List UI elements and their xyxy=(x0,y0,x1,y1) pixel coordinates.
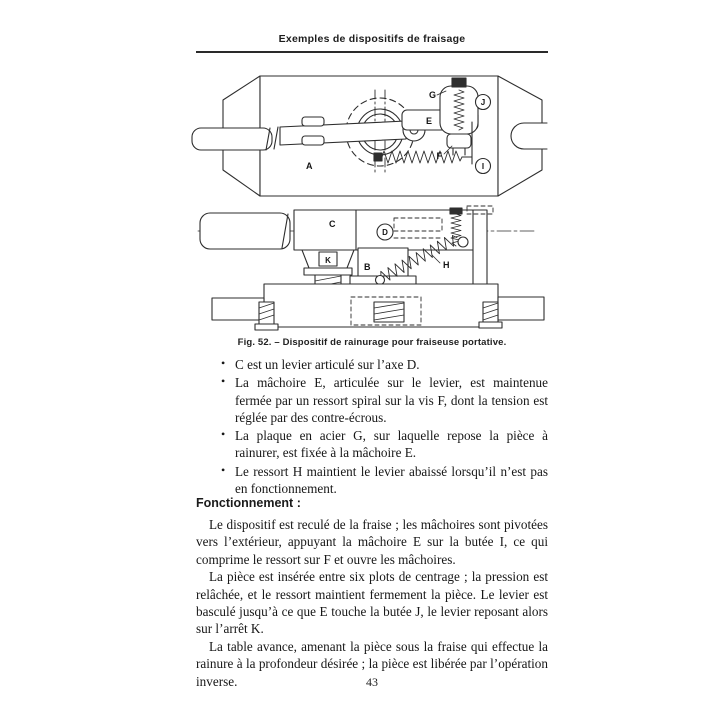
section-heading: Fonctionnement : xyxy=(196,496,301,510)
bullet-text: Le ressort H maintient le levier abaissé lorsqu’il n’est pas en fonctionnement. xyxy=(235,463,548,497)
label-d: D xyxy=(382,228,388,237)
running-head: Exemples de dispositifs de fraisage xyxy=(278,33,466,45)
handle-bar xyxy=(192,128,272,150)
label-f: F xyxy=(436,151,442,161)
paragraph: La pièce est insérée entre six plots de centrage ; la pression est relâchée, et le ressort maintient fermement la pièce. Le levier est basculé jusqu’à ce que E touche la butée J, le levier reposant alors sur l’arrêt K. xyxy=(196,569,548,637)
bullet-marker: • xyxy=(221,356,226,370)
fork-slot xyxy=(511,123,547,149)
label-c: C xyxy=(329,219,336,229)
header-rule xyxy=(196,51,548,53)
list-item xyxy=(196,427,548,462)
label-i: I xyxy=(481,162,485,171)
right-wing xyxy=(498,297,544,320)
handle xyxy=(200,213,290,249)
top-view-drawing xyxy=(192,76,547,196)
paragraph: La table avance, amenant la pièce sous la fraise qui effectue la rainure à la profondeur désirée ; la pièce est libérée par l’opération inverse. xyxy=(196,638,548,689)
figure-52-top-view xyxy=(190,70,558,204)
label-a: A xyxy=(306,161,313,171)
bullet-marker: • xyxy=(221,374,226,389)
bullet-text: La plaque en acier G, sur laquelle repose la pièce à rainurer, est fixée à la mâchoire E. xyxy=(235,428,548,461)
left-wing xyxy=(212,298,264,320)
bullet-text: La mâchoire E, articulée sur le levier, est maintenue fermée par un ressort spiral sur la vis F, dont la tension est réglée par des contre-écrous. xyxy=(235,375,548,425)
bullet-text: C est un levier articulé sur l’axe D. xyxy=(235,357,420,372)
label-b: B xyxy=(364,262,371,272)
bullet-marker: • xyxy=(221,427,226,442)
label-k: K xyxy=(325,256,331,265)
label-e: E xyxy=(426,116,433,126)
bullet-list xyxy=(196,356,548,498)
page-number: 43 xyxy=(366,675,378,689)
label-j: J xyxy=(480,98,486,107)
figure-52-side-view xyxy=(196,202,548,334)
figure-caption: Fig. 52. – Dispositif de rainurage pour fraiseuse portative. xyxy=(237,337,507,348)
list-item xyxy=(196,463,548,498)
list-item xyxy=(196,374,548,426)
paragraph: Le dispositif est reculé de la fraise ; les mâchoires sont pivotées vers l’extérieur, appuyant la mâchoire E sur la butée I, ce qui comprime le ressort sur F et ouvre les mâchoires. xyxy=(196,517,548,567)
rear-arm xyxy=(473,210,487,284)
list-item xyxy=(196,356,548,373)
label-g: G xyxy=(428,90,436,100)
body-text xyxy=(196,516,548,690)
label-h: H xyxy=(443,260,450,270)
side-view-drawing xyxy=(198,206,544,330)
bullet-marker: • xyxy=(221,462,226,477)
